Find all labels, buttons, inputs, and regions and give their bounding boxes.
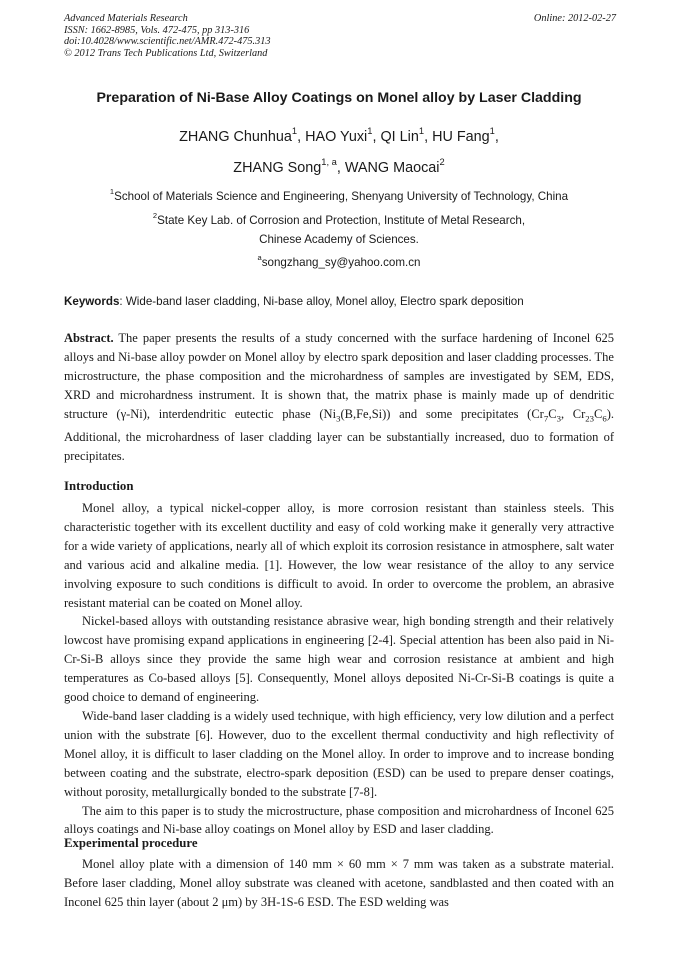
keywords-text: : Wide-band laser cladding, Ni-base alloy, Monel alloy, Electro spark deposition [119,295,524,308]
subscript: 3 [336,413,341,424]
author-name: WANG Maocai [344,160,440,176]
paper-title: Preparation of Ni-Base Alloy Coatings on Monel alloy by Laser Cladding [96,90,582,106]
affiliation-text: School of Materials Science and Engineering, Shenyang University of Technology, China [114,190,569,203]
section-heading-experimental: Experimental procedure [64,836,198,850]
keywords [64,295,624,308]
paragraph: Nickel-based alloys with outstanding resistance abrasive wear, high bonding strength and their relatively lowcost have promising expand applications in engineering [2-4]. Special attention has been also paid in Ni-Cr-Si-B alloys since they provide the same high wear and corrosion resistance at ambient and high temperatures as Co-based alloys [5]. Consequently, Monel alloys deposited Ni-Cr-Si-B coatings is quite a good choice to demand of engineering. [64,614,614,705]
author-name: ZHANG Chunhua [179,129,292,145]
abstract-text: C [548,406,557,421]
author-sup: 1 [418,126,425,136]
author-sup: 1 [367,126,373,136]
affiliation-sup: 1 [109,187,115,196]
paragraph: Wide-band laser cladding is a widely used technique, with high efficiency, very low dilution and a perfect union with the substrate [6]. However, duo to the excellent thermal conductivity and high reflectivity of Monel alloy, it is difficult to laser cladding on the Monel alloy. In order to improve and to increase bonding between coating and the substrate, electro-spark deposition (ESD) can be used to prepare denser coatings, without porosity, metallurgically bonded to the substrate [7-8]. [64,708,614,799]
doi-line: doi:10.4028/www.scientific.net/AMR.472-475.313 [64,36,271,48]
keywords-label: Keywords [64,295,120,308]
abstract-text: (B,Fe,Si)) and some precipitates (Cr [340,406,544,421]
paragraph: Monel alloy, a typical nickel-copper alloy, is more corrosion resistant than stainless steels. This characteristic together with its excellent ductility and easy of cold working make it generally very attractive for a wide variety of applications, nearly all of which exploit its corrosion resistance in atmosphere, salt water and various acid and alkaline media. [1]. However, the low wear resistance of the alloy to any service involving exposure to such conditions is difficult to avoid. In order to overcome the problem, an abrasive resistant material can be coated on Monel alloy. [64,501,614,610]
author-sup: 2 [439,157,445,167]
author-sup: 1 [489,126,495,136]
affiliation-2 [40,211,638,227]
author-name: HU Fang [432,129,490,145]
abstract-label: Abstract. [64,331,114,345]
journal-header [64,13,616,59]
abstract-text: The paper presents the results of a study concerned with the surface hardening of Inconel 625 alloys and Ni-base alloy powder on Monel alloy by electro spark deposition and laser cladding processes. The microstructure, the phase composition and the microhardness of samples are investigated by SEM, EDS, XRD and microhardness instrument. It is shown that, the matrix phase is mainly made up of dendritic structure (γ-Ni), interdendritic eutectic phase (Ni [64,331,614,421]
abstract-paragraph [64,329,614,466]
abstract-text: C [594,406,603,421]
introduction-body [64,499,614,839]
author-name: ZHANG Song [233,160,322,176]
issn-line: ISSN: 1662-8985, Vols. 472-475, pp 313-316 [64,24,250,36]
abstract-text: ). Additional, the microhardness of laser cladding layer can be substantially increased, duo to formation of precipitates. [64,406,615,463]
subscript: 7 [543,413,549,424]
abstract-text: , Cr [560,406,586,421]
journal-name: Advanced Materials Research [64,13,188,24]
paragraph: The aim to this paper is to study the microstructure, phase composition and microhardness of Inconel 625 alloys coatings and Ni-base alloy coatings on Monel alloy by ESD and laser cladding. [64,803,614,837]
section-heading-introduction: Introduction [64,479,134,493]
abstract [64,329,614,466]
author-sup: 1 [291,126,298,136]
email-text: songzhang_sy@yahoo.com.cn [261,256,421,269]
affiliation-text: State Key Lab. of Corrosion and Protection, Institute of Metal Research, [157,214,526,227]
author-sup: 1, a [321,157,337,167]
experimental-body [64,855,614,912]
affiliation-1 [40,187,638,203]
paragraph: Monel alloy plate with a dimension of 140 mm × 60 mm × 7 mm was taken as a substrate material. Before laser cladding, Monel alloy substrate was cleaned with acetone, sandblasted and then coated with an Inconel 625 thin layer (about 2 μm) by 3H-1S-6 ESD. The ESD welding was [64,857,614,909]
author-line-2: ZHANG Song$^{1, a}$, WANG Maocai$^2$ [233,157,445,176]
subscript: 6 [602,413,607,424]
affiliation-2-line-2: Chinese Academy of Sciences. [259,233,419,246]
copyright-line: © 2012 Trans Tech Publications Ltd, Switzerland [64,47,268,59]
author-line-1: ZHANG Chunhua$^1$, HAO Yuxi$^1$, QI Lin$^1$, HU Fang$^1$, [179,126,499,145]
corresponding-email [40,253,638,269]
affiliation-sup: 2 [152,211,158,220]
author-name: HAO Yuxi [305,129,368,145]
subscript: 23 [585,413,594,424]
subscript: 3 [556,413,561,424]
email-sup: a [257,253,262,262]
author-name: QI Lin [380,129,419,145]
online-date: Online: 2012-02-27 [533,13,616,24]
